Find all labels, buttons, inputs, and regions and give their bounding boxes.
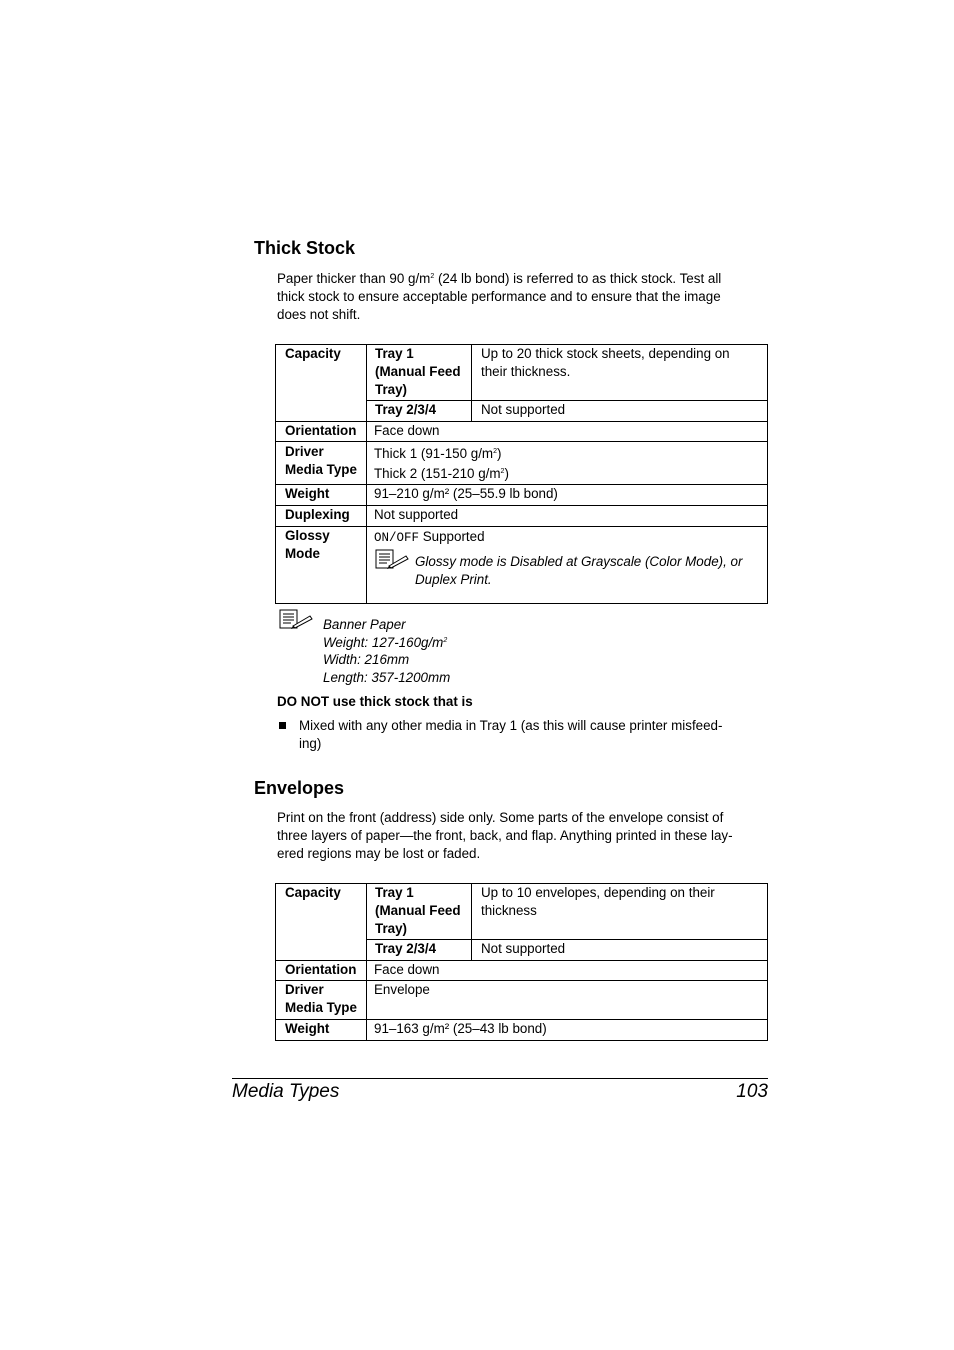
row-header-capacity: Capacity <box>276 345 367 422</box>
orientation-value: Face down <box>367 422 768 442</box>
tray234-label: Tray 2/3/4 <box>367 940 472 961</box>
row-header-duplexing: Duplexing <box>276 506 367 527</box>
weight-value: 91–210 g/m² (25–55.9 lb bond) <box>367 485 768 506</box>
driver-media-type-value: Thick 1 (91-150 $g/m^2$) Thick 2 (151-210 $g/m^2$) <box>367 442 768 485</box>
driver-media-type-value: Envelope <box>367 981 768 1020</box>
tray234-value: Not supported <box>472 940 768 961</box>
tray1-value: Up to 20 thick stock sheets, depending on their thickness. <box>472 345 768 401</box>
banner-paper-note: Banner Paper Weight: $127-160g/m^2$ Width: 216mm Length: 357-1200mm <box>323 617 451 685</box>
tray1-value: Up to 10 envelopes, depending on their thickness <box>472 884 768 940</box>
duplexing-value: Not supported <box>367 506 768 527</box>
row-header-orientation: Orientation <box>276 422 367 442</box>
intro-text: Paper thicker than 90 g/m <box>277 271 431 286</box>
footer-section-title: Media Types <box>232 1081 340 1102</box>
intro-text: thick stock to ensure acceptable performance and to ensure that the image <box>277 289 721 304</box>
intro-text: (24 lb bond) is referred to as thick stock. Test all <box>434 271 722 286</box>
orientation-value: Face down <box>367 961 768 981</box>
bullet-item: Mixed with any other media in Tray 1 (as this will cause printer misfeed- ing) <box>299 718 723 751</box>
row-header-driver-media-type: Driver Media Type <box>276 442 367 485</box>
thick-stock-spec-table <box>275 344 768 604</box>
envelopes-spec-table <box>275 883 768 1041</box>
glossy-mode-value: ON/OFF Supported Glossy mode is Disabled at Grayscale (Color Mode), or Duplex Print. <box>367 527 768 604</box>
glossy-mode-code: ON/OFF <box>374 531 420 545</box>
row-header-weight: Weight <box>276 1020 367 1041</box>
tray1-label: Tray 1 (Manual Feed Tray) <box>367 345 472 401</box>
tray1-label: Tray 1 (Manual Feed Tray) <box>367 884 472 940</box>
thick-stock-intro <box>277 270 769 324</box>
row-header-glossy-mode: Glossy Mode <box>276 527 367 604</box>
row-header-orientation: Orientation <box>276 961 367 981</box>
bullet-square-icon <box>279 722 286 729</box>
note-pencil-icon <box>278 609 314 631</box>
do-not-heading: DO NOT use thick stock that is <box>277 694 473 709</box>
section-heading-envelopes: Envelopes <box>254 778 345 798</box>
footer-page-number: 103 <box>736 1081 768 1102</box>
row-header-weight: Weight <box>276 485 367 506</box>
note-pencil-icon <box>375 549 409 571</box>
weight-value: 91–163 g/m² (25–43 lb bond) <box>367 1020 768 1041</box>
section-heading-thick-stock: Thick Stock <box>254 238 356 258</box>
glossy-note-text: Glossy mode is Disabled at Grayscale (Color Mode), or Duplex Print. <box>415 554 743 587</box>
tray234-value: Not supported <box>472 401 768 422</box>
row-header-driver-media-type: Driver Media Type <box>276 981 367 1020</box>
tray234-label: Tray 2/3/4 <box>367 401 472 422</box>
row-header-capacity: Capacity <box>276 884 367 961</box>
envelopes-intro: Print on the front (address) side only. Some parts of the envelope consist of three layers of paper—the front, back, and flap. Anything printed in these lay- ered regions may be lost or faded. <box>277 810 733 861</box>
intro-text: does not shift. <box>277 307 361 322</box>
footer-rule <box>232 1078 768 1079</box>
superscript: 2 <box>430 273 435 280</box>
